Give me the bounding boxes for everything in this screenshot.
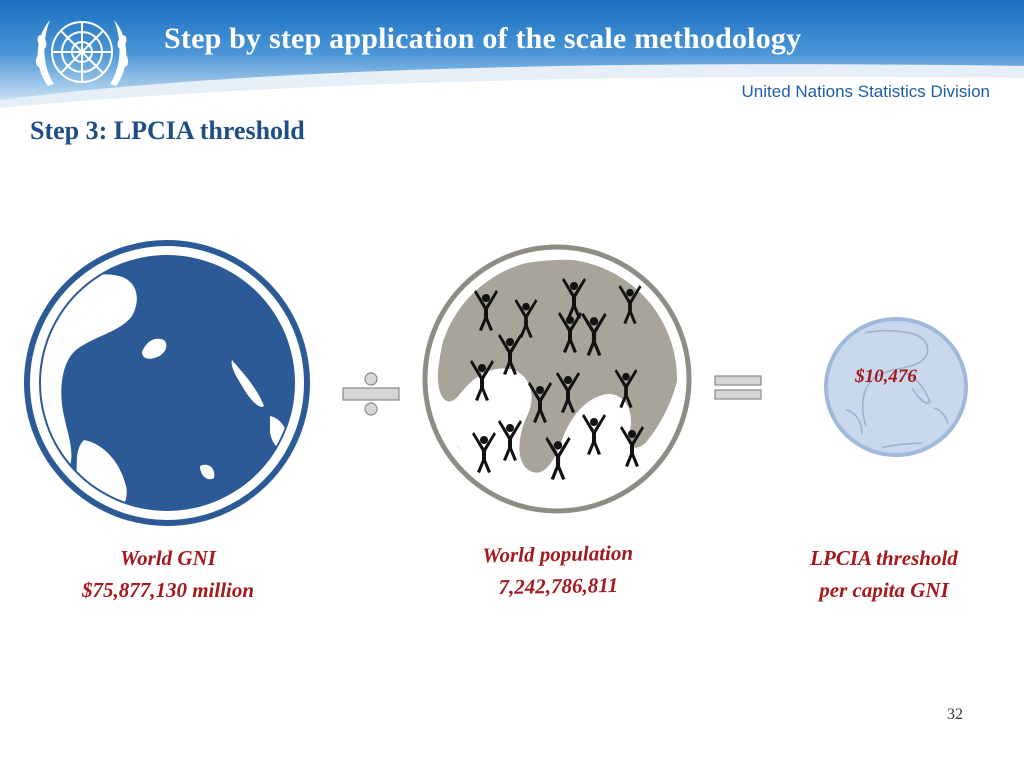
world-gni-value: $75,877,130 million: [81, 578, 255, 602]
step-title: Step 3: LPCIA threshold: [30, 116, 305, 145]
organization-name: United Nations Statistics Division: [741, 82, 990, 101]
slide-title: Step by step application of the scale methodology: [164, 22, 802, 55]
threshold-value: $10,476: [855, 366, 917, 387]
page-number: 32: [947, 706, 963, 723]
world-population-value: 7,242,786,811: [498, 572, 619, 600]
world-population-label: World population: [482, 540, 634, 568]
world-gni-label: World GNI: [120, 546, 216, 570]
slide-header: [0, 0, 1024, 118]
world-gni-caption: [40, 542, 296, 606]
world-population-caption: [431, 536, 684, 604]
lpcia-threshold-label: LPCIA threshold: [810, 546, 958, 570]
equals-sign-icon: [712, 374, 764, 402]
un-emblem-icon: [28, 8, 136, 104]
lpcia-threshold-sublabel: per capita GNI: [819, 578, 949, 602]
globe-with-people-icon: [422, 244, 692, 514]
lpcia-threshold-caption: [766, 542, 1002, 606]
globe-icon: [24, 240, 310, 526]
division-sign-icon: [340, 372, 402, 416]
